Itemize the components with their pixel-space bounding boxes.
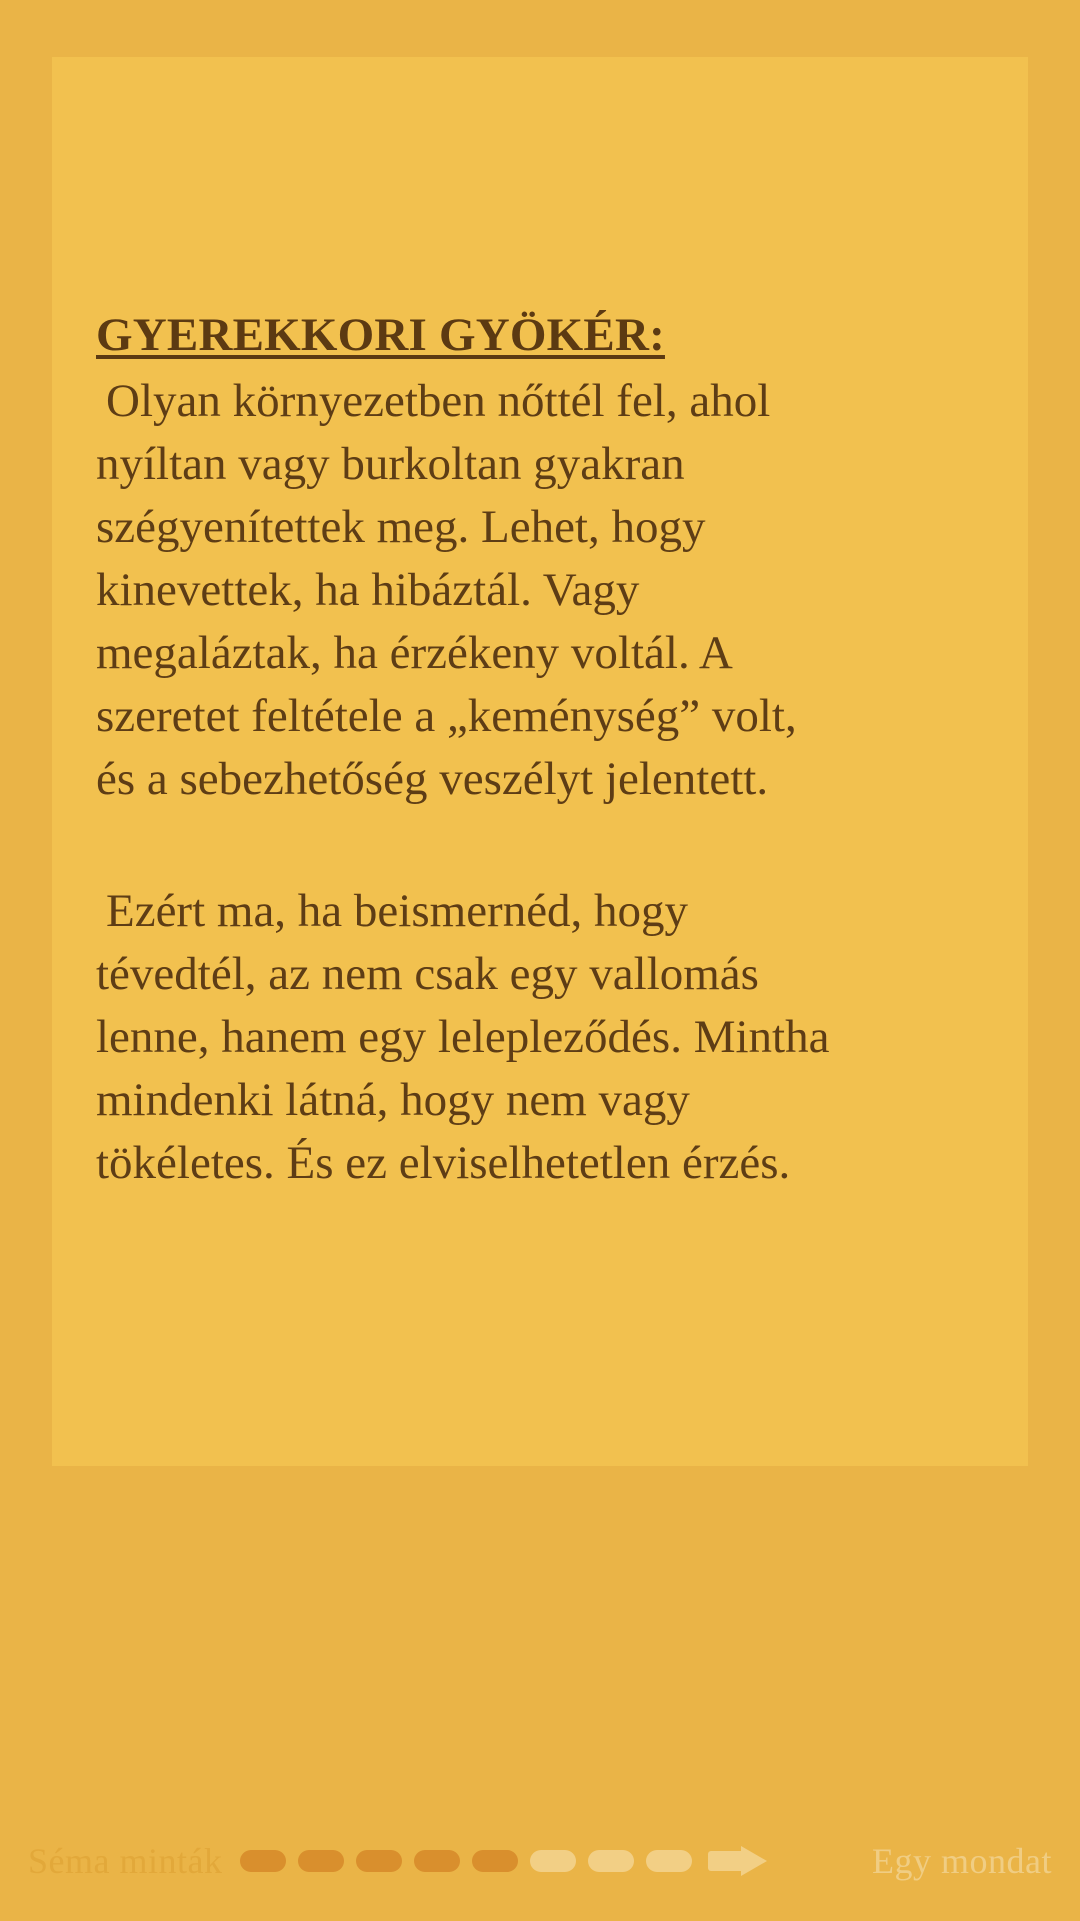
progress-dash	[588, 1850, 634, 1872]
progress-dash	[414, 1850, 460, 1872]
content-card	[52, 57, 1028, 1466]
arrow-right-icon[interactable]	[708, 1846, 770, 1876]
page-title: GYEREKKORI GYÖKÉR:	[96, 309, 665, 361]
progress-dash	[298, 1850, 344, 1872]
progress-dash	[530, 1850, 576, 1872]
paragraph-2: Ezért ma, ha beismernéd, hogy tévedtél, az nem csak egy vallomás lenne, hanem egy lelepleződés. Mintha mindenki látná, hogy nem vagy tökéletes. És ez elviselhetetlen érzés.	[96, 885, 830, 1189]
article-body	[96, 304, 836, 1195]
progress-dash	[472, 1850, 518, 1872]
footer-left-label: Séma minták	[28, 1841, 223, 1881]
progress-dash	[646, 1850, 692, 1872]
progress-indicator[interactable]	[240, 1846, 854, 1876]
progress-dash	[240, 1850, 286, 1872]
progress-dash	[356, 1850, 402, 1872]
footer-bar	[0, 1801, 1080, 1921]
paragraph-1: Olyan környezetben nőttél fel, ahol nyíltan vagy burkoltan gyakran szégyenítettek meg. Lehet, hogy kinevettek, ha hibáztál. Vagy megaláztak, ha érzékeny voltál. A szeretet feltétele a „keménység” volt, és a sebezhetőség veszélyt jelentett.	[96, 375, 797, 805]
footer-right-label: Egy mondat	[872, 1841, 1052, 1881]
